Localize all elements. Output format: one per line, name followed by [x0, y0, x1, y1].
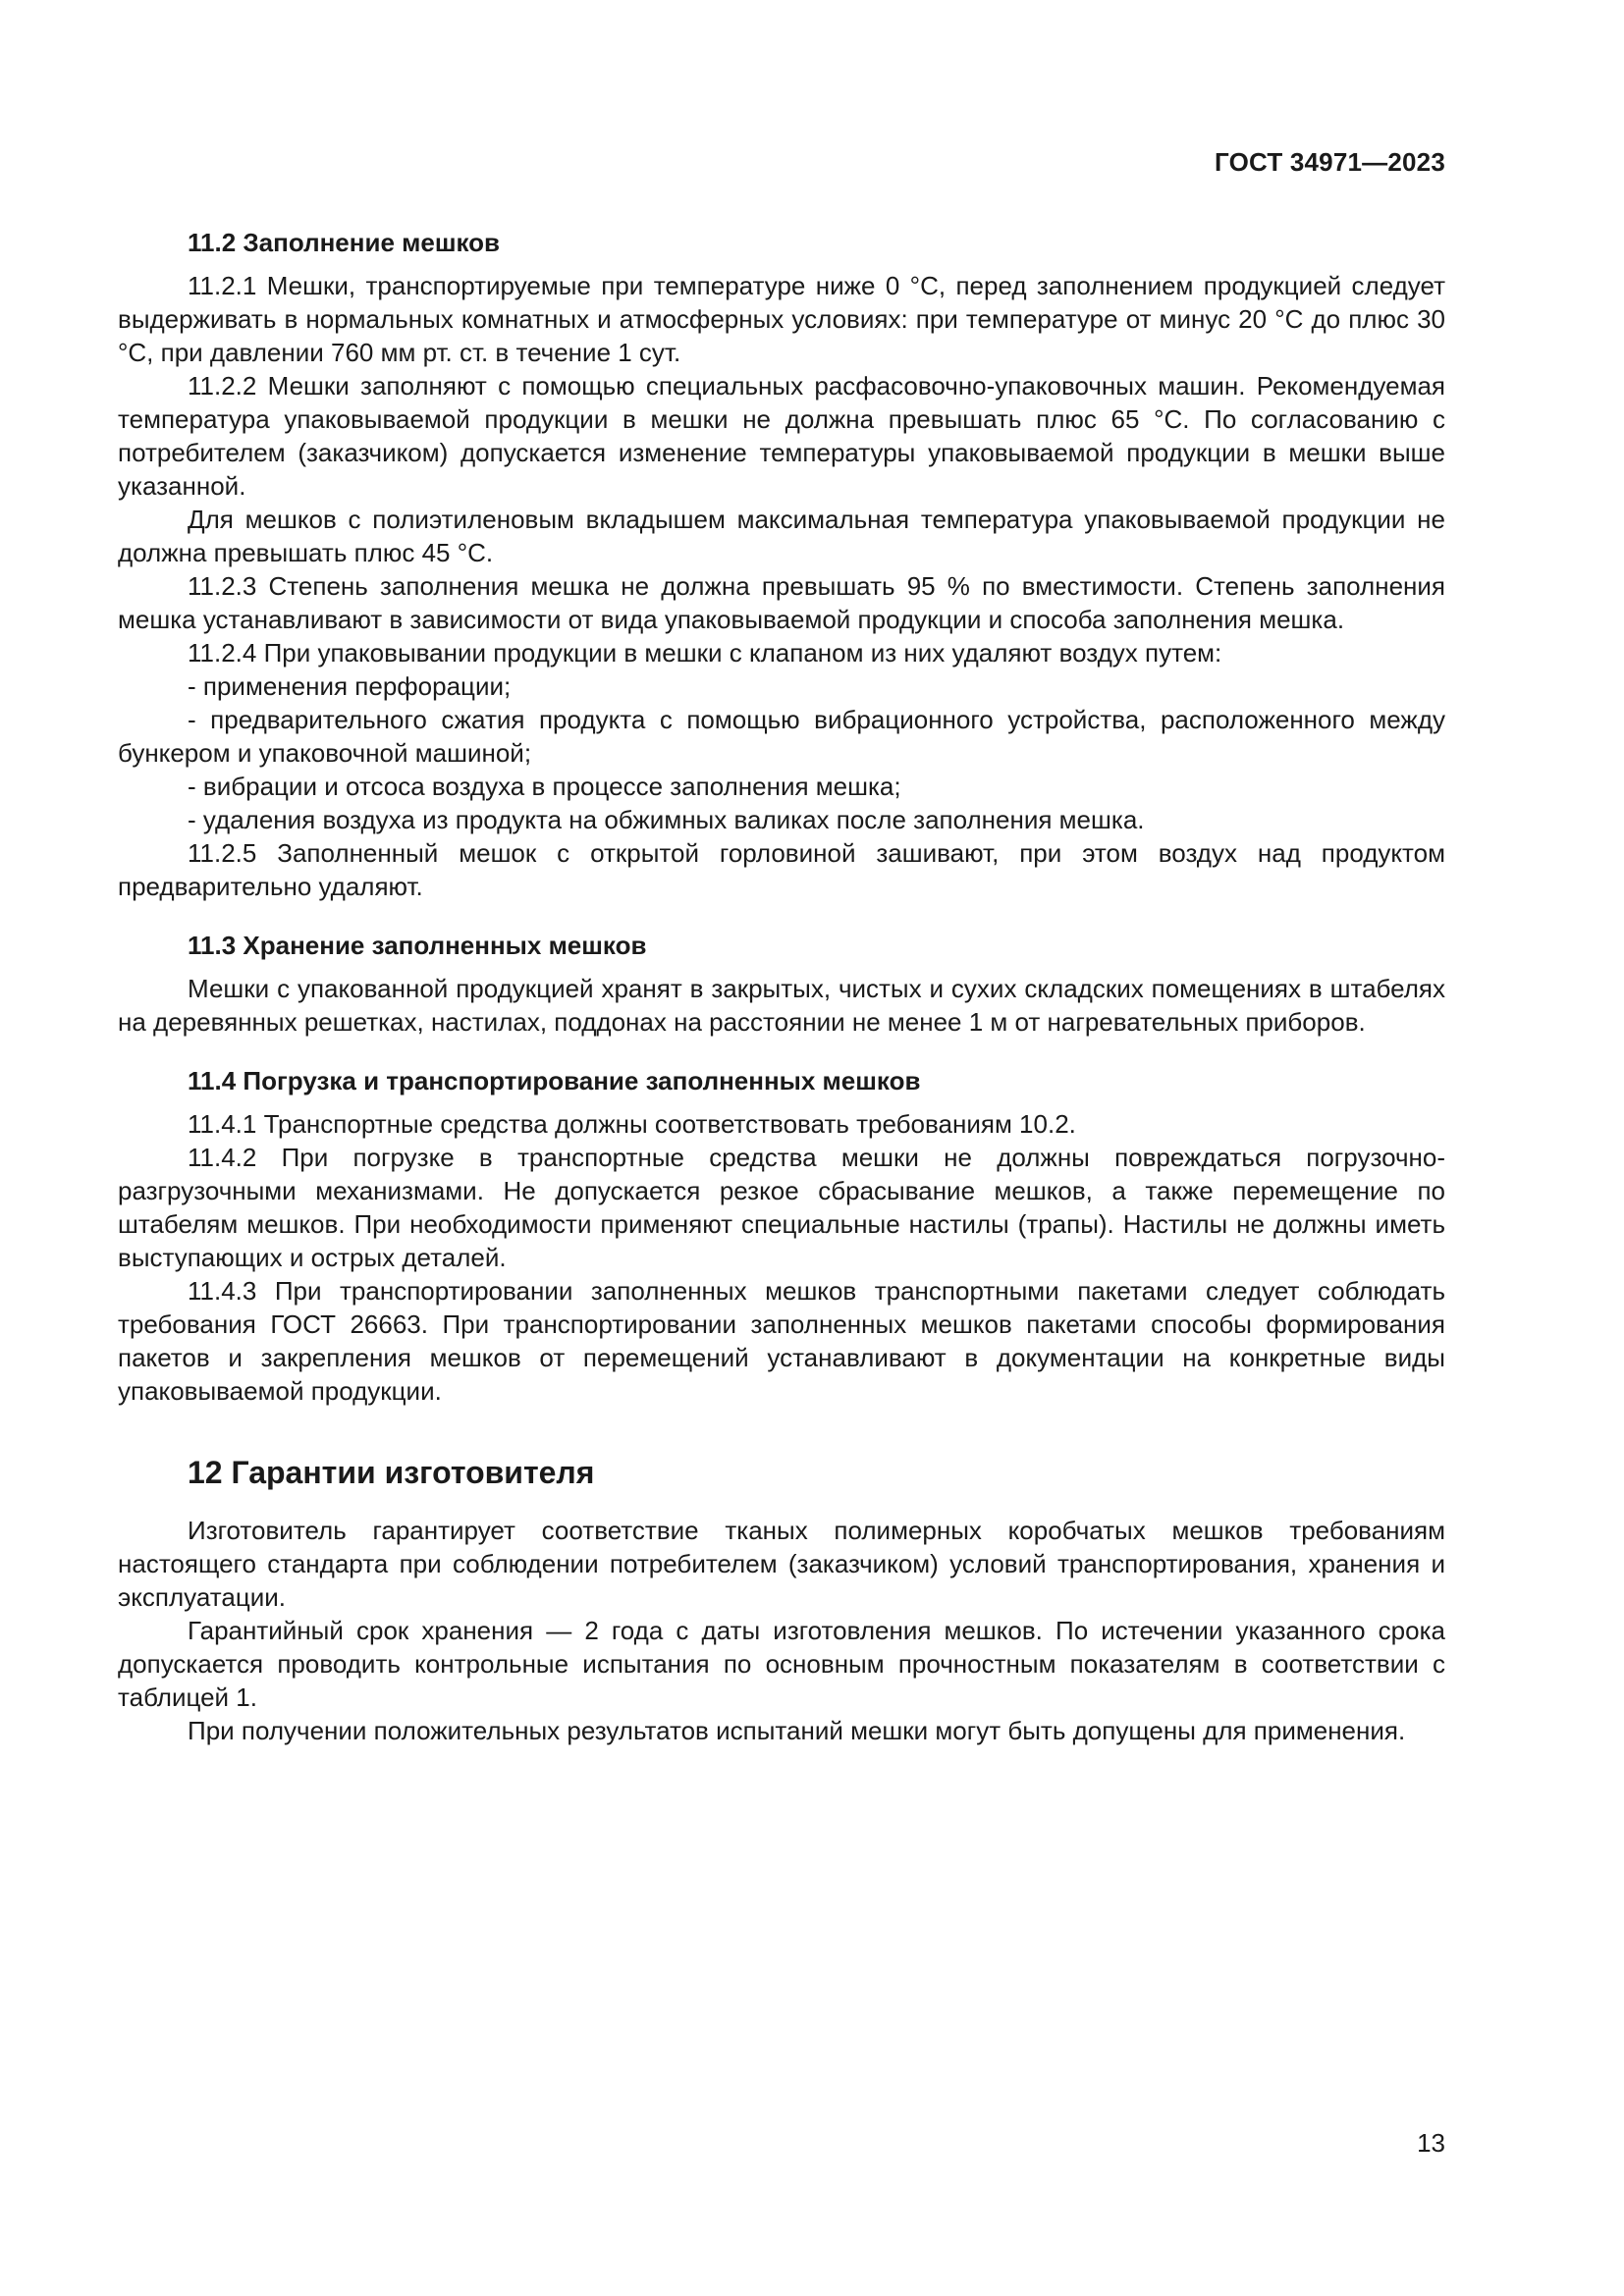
- section-heading-12: 12 Гарантии изготовителя: [188, 1455, 595, 1490]
- paragraph-11-2-5: 11.2.5 Заполненный мешок с открытой горловиной зашивают, при этом воздух над продуктом предварительно удаляют.: [118, 838, 1445, 901]
- document-body: [118, 226, 1445, 1747]
- page-number: 13: [1417, 2128, 1445, 2158]
- paragraph-11-2-2-liner: Для мешков с полиэтиленовым вкладышем максимальная температура упаковываемой продукции не должна превышать плюс 45 °С.: [118, 505, 1445, 567]
- paragraph-11-2-2: 11.2.2 Мешки заполняют с помощью специальных расфасовочно-упаковочных машин. Рекомендуемая температура упаковываемой продукции в мешки не должна превышать плюс 65 °С. По согласованию с потребителем (заказчиком) допускается изменение температуры упаковываемой продукции в мешки выше указанной.: [118, 371, 1445, 501]
- section-heading-11-3: 11.3 Хранение заполненных мешков: [188, 931, 647, 960]
- paragraph-12-1: Изготовитель гарантирует соответствие тканых полимерных коробчатых мешков требованиям настоящего стандарта при соблюдении потребителем (заказчиком) условий транспортирования, хранения и эксплуатации.: [118, 1516, 1445, 1612]
- paragraph-11-4-1: 11.4.1 Транспортные средства должны соответствовать требованиям 10.2.: [188, 1109, 1076, 1139]
- section-heading-11-4: 11.4 Погрузка и транспортирование заполненных мешков: [188, 1066, 921, 1095]
- section-heading-11-2: 11.2 Заполнение мешков: [188, 228, 501, 257]
- list-item: - применения перфорации;: [188, 671, 512, 701]
- paragraph-11-2-4: 11.2.4 При упаковывании продукции в мешки с клапаном из них удаляют воздух путем:: [188, 638, 1222, 667]
- list-item: - удаления воздуха из продукта на обжимных валиках после заполнения мешка.: [188, 805, 1145, 834]
- paragraph-12-2: Гарантийный срок хранения — 2 года с даты изготовления мешков. По истечении указанного срока допускается проводить контрольные испытания по основным прочностным показателям в соответствии с таблицей 1.: [118, 1616, 1445, 1712]
- list-item: - предварительного сжатия продукта с помощью вибрационного устройства, расположенного между бункером и упаковочной машиной;: [118, 705, 1445, 768]
- paragraph-11-4-2: 11.4.2 При погрузке в транспортные средства мешки не должны повреждаться погрузочно-разгрузочными механизмами. Не допускается резкое сбрасывание мешков, а также перемещение по штабелям мешков. При необходимости применяют специальные настилы (трапы). Настилы не должны иметь выступающих и острых деталей.: [118, 1143, 1445, 1272]
- document-code: ГОСТ 34971—2023: [1215, 147, 1445, 177]
- paragraph-11-2-1: 11.2.1 Мешки, транспортируемые при температуре ниже 0 °С, перед заполнением продукцией следует выдерживать в нормальных комнатных и атмосферных условиях: при температуре от минус 20 °С до плюс 30 °С, при давлении 760 мм рт. ст. в течение 1 сут.: [118, 271, 1445, 367]
- paragraph-11-2-3: 11.2.3 Степень заполнения мешка не должна превышать 95 % по вместимости. Степень заполнения мешка устанавливают в зависимости от вида упаковываемой продукции и способа заполнения мешка.: [118, 571, 1445, 634]
- paragraph-12-3: При получении положительных результатов испытаний мешки могут быть допущены для применения.: [188, 1716, 1406, 1745]
- list-item: - вибрации и отсоса воздуха в процессе заполнения мешка;: [188, 772, 901, 801]
- paragraph-11-4-3: 11.4.3 При транспортировании заполненных мешков транспортными пакетами следует соблюдать требования ГОСТ 26663. При транспортировании заполненных мешков пакетами способы формирования пакетов и закрепления мешков от перемещений устанавливают в документации на конкретные виды упаковываемой продукции.: [118, 1276, 1445, 1406]
- paragraph-11-3: Мешки с упакованной продукцией хранят в закрытых, чистых и сухих складских помещениях в штабелях на деревянных решетках, настилах, поддонах на расстоянии не менее 1 м от нагревательных приборов.: [118, 974, 1445, 1037]
